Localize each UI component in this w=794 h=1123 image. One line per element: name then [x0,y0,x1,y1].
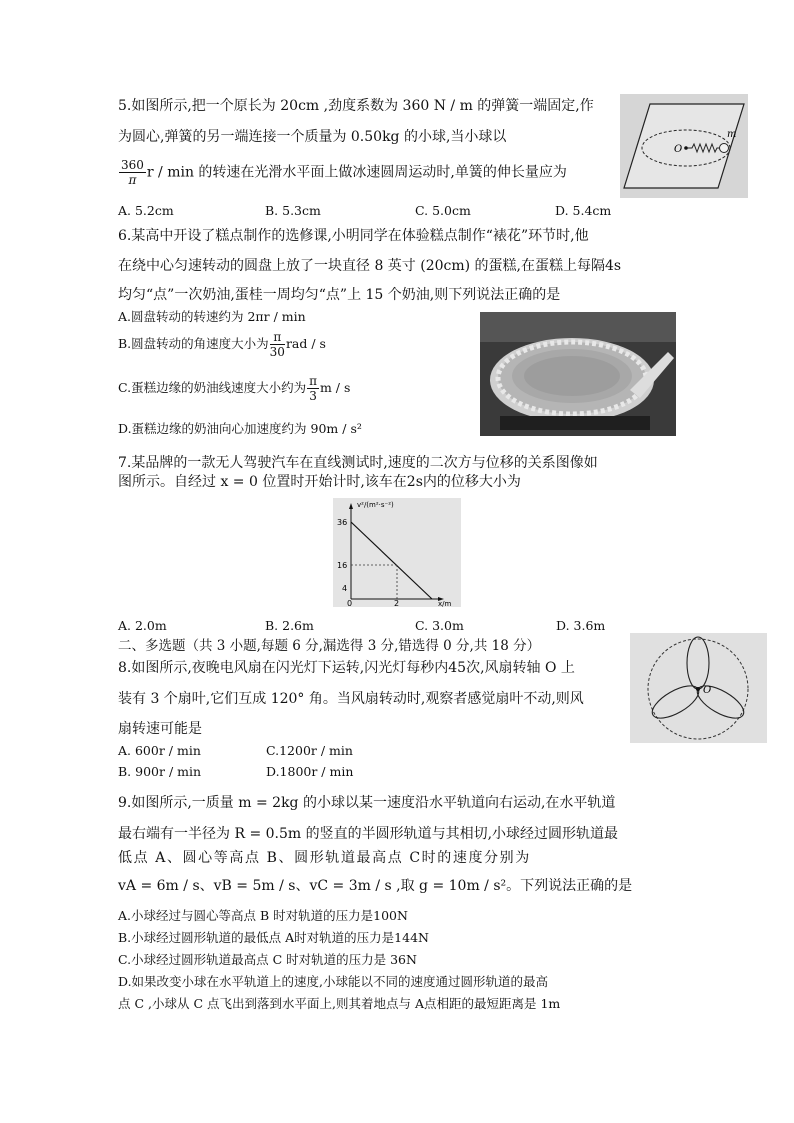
q9-line1: 9.如图所示,一质量 m = 2kg 的小球以某一速度沿水平轨道向右运动,在水平轨道 [118,795,616,811]
q7-option-b: B. 2.6m [265,618,314,633]
q6-optc-den: 3 [309,389,317,403]
q7-line1: 7.某品牌的一款无人驾驶汽车在直线测试时,速度的二次方与位移的关系图像如 [118,455,598,471]
q8-line1: 8.如图所示,夜晚电风扇在闪光灯下运转,闪光灯每秒内45次,风扇转轴 O 上 [118,660,575,676]
q5-fig-label-m: m [727,129,737,140]
q5-figure [620,94,748,198]
q6-optb-num: π [270,330,285,345]
q8-option-a: A. 600r / min [118,743,201,758]
q5-option-d: D. 5.4cm [555,203,612,218]
q8-option-b: B. 900r / min [118,764,202,779]
q8-option-c: C.1200r / min [266,743,353,758]
q5-line1: 5.如图所示,把一个原长为 20cm ,劲度系数为 360 N / m 的弹簧一端固定,作 [118,98,594,114]
q6-line3: 均匀“点”一次奶油,蛋桂一周均匀“点”上 15 个奶油,则下列说法正确的是 [118,287,561,303]
q6-optc-num: π [309,374,317,388]
q6-optc-fraction [307,374,319,403]
q9-line2: 最右端有一半径为 R = 0.5m 的竖直的半圆形轨道与其相切,小球经过圆形轨道最 [118,826,619,842]
q7-option-d: D. 3.6m [556,618,606,633]
q5-option-b: B. 5.3cm [265,203,321,218]
q6-line1: 6.某高中开设了糕点制作的选修课,小明同学在体验糕点制作“裱花”环节时,他 [118,228,589,244]
q9-line4: vA = 6m / s、vB = 5m / s、vC = 3m / s ,取 g = 10m / s²。下列说法正确的是 [118,878,633,894]
q5-fraction [119,158,146,187]
q5-line3-text: r / min 的转速在光滑水平面上做冰速圆周运动时,单簧的伸长量应为 [146,164,567,181]
q9-option-b: B.小球经过圆形轨道的最低点 A时对轨道的压力是144N [118,930,429,945]
q5-line3 [118,158,567,187]
q7-graph-ylabel: v²/(m²·s⁻²) [357,501,394,509]
q7-graph-ytick-16: 16 [337,561,348,570]
q7-graph-ytick-36: 36 [337,518,348,527]
q7-graph [333,498,461,607]
q8-fig-label-o: O [703,685,712,696]
q7-graph-xtick-0: 0 [347,599,353,607]
q9-line3: 低点 A、圆心等高点 B、圆形轨道最高点 C时的速度分别为 [118,850,531,866]
q6-option-d: D.蛋糕边缘的奶油向心加速度约为 90m / s² [118,421,362,436]
q9-option-d-line2: 点 C ,小球从 C 点飞出到落到水平面上,则其着地点与 A点相距的最短距离是 1m [118,996,561,1011]
q9-option-a: A.小球经过与圆心等高点 B 时对轨道的压力是100N [118,908,408,923]
q5-frac-den: π [128,173,137,187]
q7-graph-xlabel: x/m [438,600,452,607]
q7-option-a: A. 2.0m [118,618,167,633]
q8-line3: 扇转速可能是 [118,721,202,737]
q6-optc-text: C.蛋糕边缘的奶油线速度大小约为 [118,380,307,395]
q5-fig-label-o: O [674,144,683,155]
q7-option-c: C. 3.0m [415,618,464,633]
q7-graph-ytick-4: 4 [342,584,348,593]
q6-optb-fraction [270,330,285,359]
q6-line2: 在绕中心匀速转动的圆盘上放了一块直径 8 英寸 (20cm) 的蛋糕,在蛋糕上每隔4s [118,258,622,274]
q6-option-b [118,330,326,359]
q8-option-d: D.1800r / min [266,764,354,779]
q5-option-a: A. 5.2cm [118,203,174,218]
q8-fan-figure [630,633,767,743]
section-2-heading: 二、多选题（共 3 小题,每题 6 分,漏选得 3 分,错选得 0 分,共 18 分） [118,638,541,654]
q6-cake-photo [480,312,676,436]
q7-graph-xtick-2: 2 [394,599,400,607]
q9-option-d-line1: D.如果改变小球在水平轨道上的速度,小球能以不同的速度通过圆形轨道的最高 [118,974,549,989]
q5-option-c: C. 5.0cm [415,203,471,218]
q6-option-a: A.圆盘转动的转速约为 2πr / min [118,309,306,324]
q6-optc-unit: m / s [319,380,351,395]
q9-option-c: C.小球经过圆形轨道最高点 C 时对轨道的压力是 36N [118,952,417,967]
q7-line2: 图所示。自经过 x = 0 位置时开始计时,该车在2s内的位移大小为 [118,474,521,490]
q6-optb-den: 30 [269,345,285,359]
q6-option-c [118,374,350,403]
q8-line2: 装有 3 个扇叶,它们互成 120° 角。当风扇转动时,观察者感觉扇叶不动,则风 [118,691,584,707]
q6-optb-text: B.圆盘转动的角速度大小为 [118,336,269,351]
q5-frac-num: 360 [121,158,144,172]
q5-line2: 为圆心,弹簧的另一端连接一个质量为 0.50kg 的小球,当小球以 [118,129,507,145]
q6-optb-unit: rad / s [285,336,326,351]
